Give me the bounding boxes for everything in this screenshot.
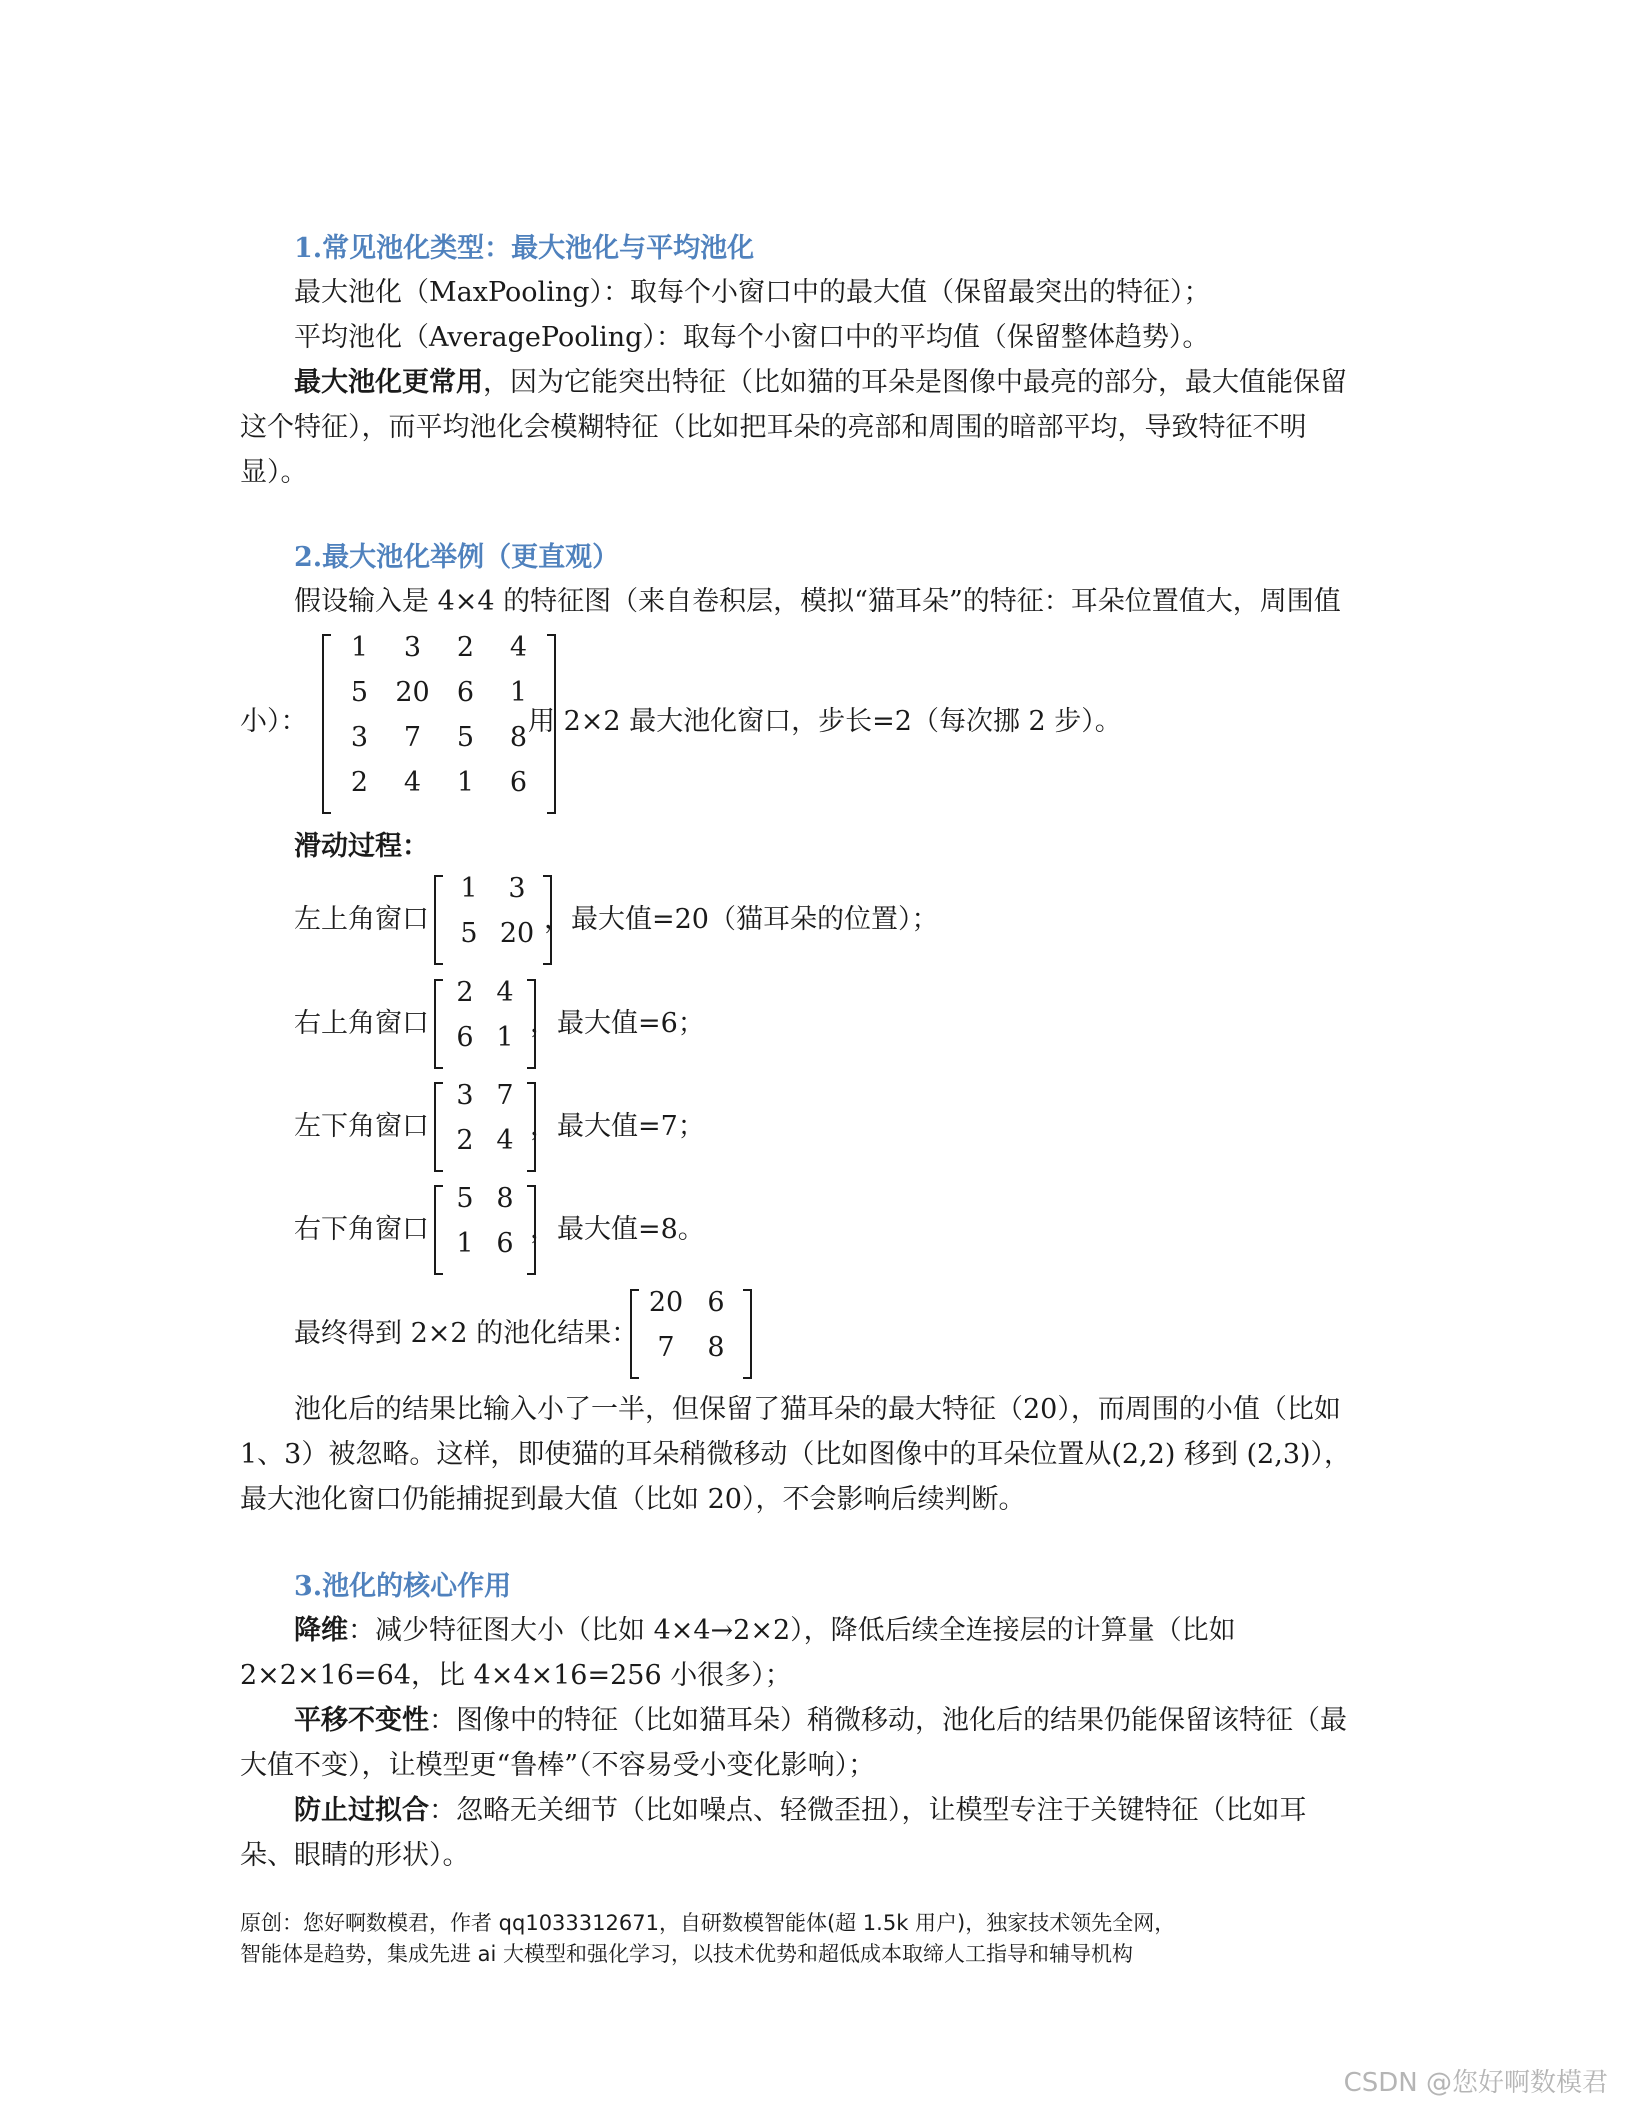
matrix-cell: 3	[456, 1080, 474, 1111]
note-line-3: 显）。	[240, 457, 308, 488]
right-bracket	[743, 1289, 752, 1379]
matrix-cell: 2	[456, 977, 474, 1008]
over-rest: ：忽略无关细节（比如噪点、轻微歪扭），让模型专注于关键特征（比如耳	[429, 1795, 1307, 1826]
matrix-cell: 20	[648, 1287, 684, 1318]
matrix-cells	[443, 979, 527, 1069]
left-bracket	[434, 979, 443, 1069]
matrix-cell: 2	[350, 767, 369, 798]
matrix-cell: 5	[350, 677, 369, 708]
footer-line-1: 原创：您好啊数模君，作者 qq1033312671，自研数模智能体(超 1.5k 用户)，独家技术领先全网，	[240, 1911, 1176, 1935]
matrix-cell: 3	[508, 873, 526, 904]
matrix-cell: 20	[499, 918, 535, 949]
intro-prefix: 小）：	[240, 706, 308, 737]
window-label-3: 左下角窗口	[294, 1111, 429, 1142]
matrix-cell: 1	[509, 677, 528, 708]
window-result-3: ，最大值=7；	[530, 1111, 705, 1142]
matrix-cell: 5	[460, 918, 478, 949]
over-bold: 防止过拟合	[294, 1795, 429, 1826]
section3-heading: 3.池化的核心作用	[294, 1571, 512, 1602]
matrix-cell: 4	[496, 977, 514, 1008]
sliding-label: 滑动过程：	[294, 831, 429, 862]
left-bracket	[434, 1082, 443, 1172]
matrix-cell: 7	[657, 1332, 675, 1363]
note-line-2: 这个特征），而平均池化会模糊特征（比如把耳朵的亮部和周围的暗部平均，导致特征不明	[240, 412, 1307, 443]
note-rest: ，因为它能突出特征（比如猫的耳朵是图像中最亮的部分，最大值能保留	[483, 367, 1347, 398]
input-matrix	[322, 634, 556, 814]
watermark: CSDN @您好啊数模君	[1343, 2068, 1608, 2098]
matrix-cell: 5	[456, 1183, 474, 1214]
over-line-2: 朵、眼睛的形状）。	[240, 1840, 470, 1871]
final-matrix	[630, 1289, 752, 1379]
matrix-cell: 6	[456, 1022, 474, 1053]
matrix-cell: 8	[509, 722, 528, 753]
matrix-cell: 1	[456, 767, 475, 798]
matrix-cell: 4	[403, 767, 422, 798]
inv-bold: 平移不变性	[294, 1705, 429, 1736]
matrix-cell: 8	[707, 1332, 725, 1363]
matrix-cells	[331, 634, 547, 814]
window-result-2: ，最大值=6；	[530, 1008, 705, 1039]
left-bracket	[434, 1185, 443, 1275]
inv-rest: ：图像中的特征（比如猫耳朵）稍微移动，池化后的结果仍能保留该特征（最	[429, 1705, 1347, 1736]
matrix-cell: 4	[509, 632, 528, 663]
left-bracket	[322, 634, 331, 814]
matrix-cell: 1	[350, 632, 369, 663]
matrix-cell: 2	[456, 632, 475, 663]
window-label-2: 右上角窗口	[294, 1008, 429, 1039]
after-line-3: 最大池化窗口仍能捕捉到最大值（比如 20），不会影响后续判断。	[240, 1484, 1026, 1515]
matrix-cell: 3	[403, 632, 422, 663]
window-matrix-2	[434, 979, 536, 1069]
window-label-4: 右下角窗口	[294, 1214, 429, 1245]
left-bracket	[630, 1289, 639, 1379]
intro-suffix: 用 2×2 最大池化窗口，步长=2（每次挪 2 步）。	[528, 706, 1122, 737]
left-bracket	[434, 875, 443, 965]
matrix-cell: 3	[350, 722, 369, 753]
footer-line-2: 智能体是趋势，集成先进 ai 大模型和强化学习，以技术优势和超低成本取缔人工指导和辅导机构	[240, 1942, 1134, 1966]
matrix-cell: 8	[496, 1183, 514, 1214]
matrix-cell: 6	[509, 767, 528, 798]
matrix-cell: 2	[456, 1125, 474, 1156]
window-label-1: 左上角窗口	[294, 904, 429, 935]
dim-line-2: 2×2×16=64，比 4×4×16=256 小很多）；	[240, 1660, 792, 1691]
matrix-cells	[443, 875, 543, 965]
window-result-1: ，最大值=20（猫耳朵的位置）；	[544, 904, 939, 935]
matrix-cell: 4	[496, 1125, 514, 1156]
max-pooling-line: 最大池化（MaxPooling）：取每个小窗口中的最大值（保留最突出的特征）；	[294, 277, 1211, 308]
over-line-1	[294, 1797, 1307, 1824]
section1-heading: 1.常见池化类型：最大池化与平均池化	[294, 233, 755, 264]
after-line-2: 1、3）被忽略。这样，即使猫的耳朵稍微移动（比如图像中的耳朵位置从(2,2) 移到 (2,3)），	[240, 1439, 1352, 1470]
matrix-cell: 1	[460, 873, 478, 904]
matrix-cell: 7	[496, 1080, 514, 1111]
matrix-cell: 6	[496, 1228, 514, 1259]
note-bold: 最大池化更常用	[294, 367, 483, 398]
matrix-cell: 7	[403, 722, 422, 753]
dim-bold: 降维	[294, 1615, 348, 1646]
after-line-1: 池化后的结果比输入小了一半，但保留了猫耳朵的最大特征（20），而周围的小值（比如	[294, 1394, 1341, 1425]
matrix-cell: 5	[456, 722, 475, 753]
avg-pooling-line: 平均池化（AveragePooling）：取每个小窗口中的平均值（保留整体趋势）。	[294, 322, 1210, 353]
intro-line-1: 假设输入是 4×4 的特征图（来自卷积层，模拟“猫耳朵”的特征：耳朵位置值大，周围值	[294, 586, 1341, 617]
matrix-cell: 6	[456, 677, 475, 708]
matrix-cell: 20	[395, 677, 430, 708]
inv-line-2: 大值不变），让模型更“鲁棒”（不容易受小变化影响）；	[240, 1750, 876, 1781]
matrix-cell: 6	[707, 1287, 725, 1318]
section2-heading: 2.最大池化举例（更直观）	[294, 542, 620, 573]
matrix-cell: 1	[456, 1228, 474, 1259]
dim-rest: ：减少特征图大小（比如 4×4→2×2），降低后续全连接层的计算量（比如	[348, 1615, 1236, 1646]
matrix-cells	[443, 1185, 527, 1275]
window-matrix-1	[434, 875, 552, 965]
inv-line-1	[294, 1707, 1347, 1734]
dim-line-1	[294, 1617, 1236, 1644]
window-matrix-3	[434, 1082, 536, 1172]
matrix-cells	[639, 1289, 743, 1379]
window-matrix-4	[434, 1185, 536, 1275]
window-result-4: ，最大值=8。	[530, 1214, 705, 1245]
matrix-cells	[443, 1082, 527, 1172]
final-label: 最终得到 2×2 的池化结果：	[294, 1318, 639, 1349]
matrix-cell: 1	[496, 1022, 514, 1053]
note-line-1	[294, 369, 1347, 396]
